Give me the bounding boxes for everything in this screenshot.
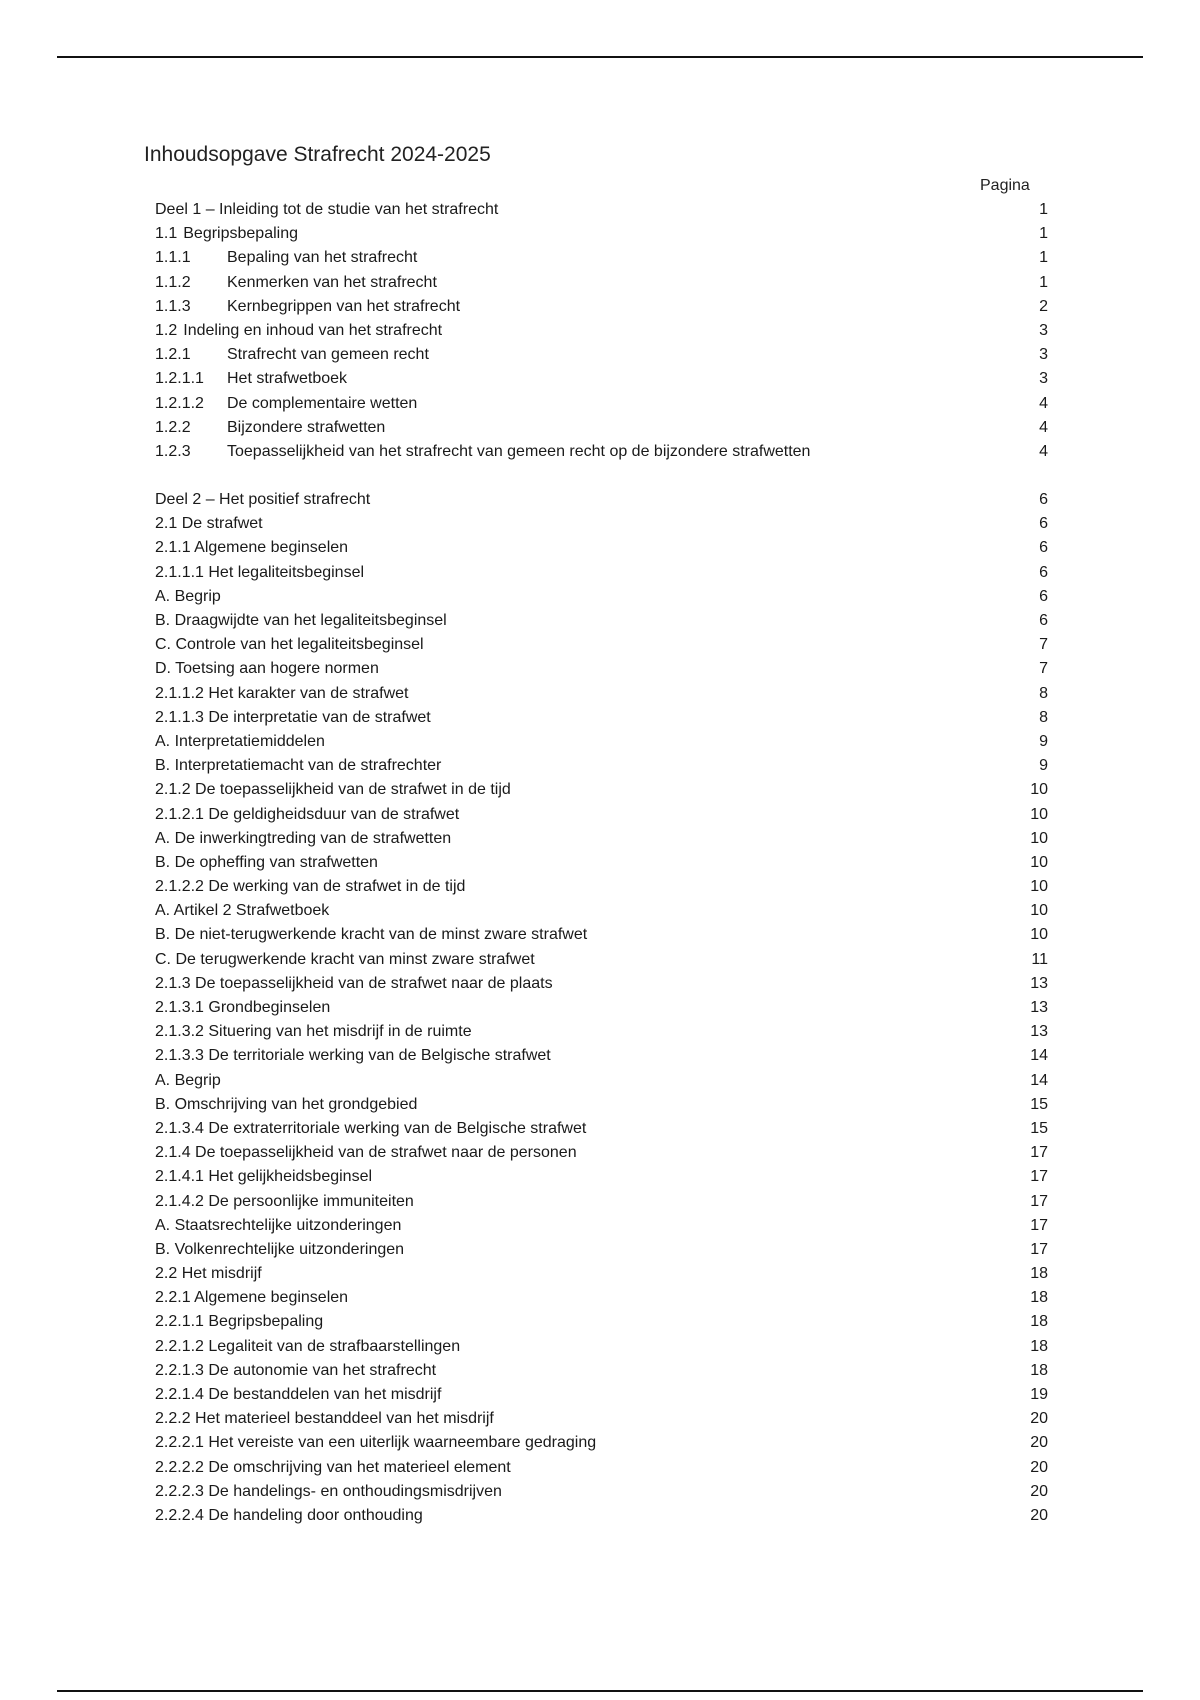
toc-entry-page: 18	[1030, 1313, 1048, 1331]
toc-entry-label: Kenmerken van het strafrecht	[227, 273, 437, 291]
toc-entry-label: 2.1.1.2 Het karakter van de strafwet	[155, 684, 409, 702]
toc-entry-label: B. Interpretatiemacht van de strafrechter	[155, 757, 442, 775]
toc-entry-label: C. Controle van het legaliteitsbeginsel	[155, 636, 424, 654]
toc-entry-label: Kernbegrippen van het strafrecht	[227, 297, 461, 315]
toc-entry	[155, 246, 1048, 270]
toc-entry-page: 10	[1030, 926, 1048, 944]
toc-entry	[155, 972, 1048, 996]
toc-entry-label: Begripsbepaling	[183, 225, 298, 243]
toc-entry-page: 15	[1030, 1119, 1048, 1137]
toc-entry	[155, 778, 1048, 802]
toc-entry-page: 3	[1039, 370, 1048, 388]
toc-entry	[155, 392, 1048, 416]
toc-entry-label: 2.1.1.1 Het legaliteitsbeginsel	[155, 563, 365, 581]
document-title: Inhoudsopgave Strafrecht 2024-2025	[144, 143, 491, 166]
toc-entry-page: 3	[1039, 321, 1048, 339]
toc-entry	[155, 706, 1048, 730]
toc-entry	[155, 1456, 1048, 1480]
toc-entry-label: Het strafwetboek	[227, 370, 348, 388]
toc-entry-label: 2.1.1 Algemene beginselen	[155, 539, 349, 557]
toc-entry-page: 14	[1030, 1047, 1048, 1065]
toc-entry-page: 10	[1030, 805, 1048, 823]
toc-entry	[155, 319, 1048, 343]
toc-entry-page: 18	[1030, 1337, 1048, 1355]
toc-entry-page: 10	[1030, 902, 1048, 920]
toc-entry-number: 1.2	[155, 321, 178, 339]
toc-entry	[155, 585, 1048, 609]
toc-entry-page: 3	[1039, 346, 1048, 364]
toc-entry-label: B. De niet-terugwerkende kracht van de minst zware strafwet	[155, 926, 588, 944]
toc-entry	[155, 222, 1048, 246]
toc-entry-page: 10	[1030, 829, 1048, 847]
toc-entry	[155, 803, 1048, 827]
toc-entry-page: 17	[1030, 1144, 1048, 1162]
toc-entry-page: 17	[1030, 1240, 1048, 1258]
toc-entry-page: 4	[1039, 442, 1048, 460]
toc-entry	[155, 416, 1048, 440]
toc-entry-label: 2.1.3.2 Situering van het misdrijf in de ruimte	[155, 1023, 472, 1041]
toc-entry-page: 18	[1030, 1265, 1048, 1283]
toc-entry	[155, 682, 1048, 706]
toc-entry	[155, 1359, 1048, 1383]
toc-entry-page: 13	[1030, 999, 1048, 1016]
toc-entry-label: 2.1.3.3 De territoriale werking van de Belgische strafwet	[155, 1047, 551, 1065]
toc-entry	[155, 1310, 1048, 1334]
toc-entry	[155, 657, 1048, 681]
toc-entry	[155, 923, 1048, 947]
toc-entry	[155, 561, 1048, 585]
toc-entry	[155, 1431, 1048, 1455]
toc-entry-page: 7	[1039, 636, 1048, 654]
toc-entry-label: B. De opheffing van strafwetten	[155, 853, 378, 871]
toc-entry	[155, 1020, 1048, 1044]
toc-entry-page: 20	[1030, 1506, 1048, 1524]
toc-entry	[155, 1190, 1048, 1214]
toc-entry-page: 1	[1039, 225, 1048, 243]
toc-entry	[155, 948, 1048, 972]
toc-entry-label: Strafrecht van gemeen recht	[227, 346, 429, 364]
toc-entry-label: A. De inwerkingtreding van de strafwetten	[155, 829, 452, 847]
toc-entry-page: 14	[1030, 1071, 1048, 1089]
toc-entry-page: 17	[1030, 1216, 1048, 1234]
toc-entry	[155, 851, 1048, 875]
toc-entry-page: 20	[1030, 1482, 1048, 1500]
toc-entry	[155, 1480, 1048, 1504]
toc-entry-label: 2.1.4.2 De persoonlijke immuniteiten	[155, 1192, 414, 1210]
toc-entry-page: 6	[1039, 612, 1048, 629]
toc-entry-label: 2.1.2.1 De geldigheidsduur van de strafwet	[155, 805, 460, 823]
toc-entry	[155, 1238, 1048, 1262]
toc-entry-page: 17	[1030, 1168, 1048, 1186]
toc-entry-label: A. Staatsrechtelijke uitzonderingen	[155, 1216, 402, 1234]
toc-entry-page: 1	[1039, 249, 1048, 267]
toc-entry-number: 1.2.1	[155, 346, 191, 364]
toc-entry	[155, 730, 1048, 754]
toc-entry-label: 2.2.2.4 De handeling door onthouding	[155, 1506, 423, 1524]
toc-entry	[155, 1504, 1048, 1528]
toc-entry-page: 4	[1039, 418, 1048, 436]
toc-entry-label: 2.2.1 Algemene beginselen	[155, 1289, 349, 1307]
toc-entry-page: 13	[1030, 974, 1048, 992]
toc-entry-page: 6	[1039, 563, 1048, 581]
toc-entry	[155, 440, 1048, 464]
toc-entry-number: 1.2.3	[155, 442, 191, 460]
toc-entry-page: 8	[1039, 684, 1048, 702]
toc-entry-label: 2.2.2.1 Het vereiste van een uiterlijk waarneembare gedraging	[155, 1434, 597, 1452]
toc-entry-page: 13	[1030, 1023, 1048, 1041]
toc-entry-label: 2.1.1.3 De interpretatie van de strafwet	[155, 708, 431, 726]
toc-entry-label: 2.2.1.1 Begripsbepaling	[155, 1313, 324, 1331]
table-of-contents	[155, 198, 1048, 1528]
toc-entry	[155, 996, 1048, 1020]
toc-entry	[155, 899, 1048, 923]
toc-entry-label: Deel 1 – Inleiding tot de studie van het strafrecht	[155, 201, 499, 218]
toc-entry	[155, 343, 1048, 367]
toc-entry-label: 2.2.1.3 De autonomie van het strafrecht	[155, 1361, 437, 1379]
toc-entry-label: 2.1.2.2 De werking van de strafwet in de tijd	[155, 878, 466, 896]
toc-entry-label: 2.1.4 De toepasselijkheid van de strafwet naar de personen	[155, 1144, 577, 1162]
toc-entry-page: 10	[1030, 781, 1048, 799]
toc-entry-page: 4	[1039, 394, 1048, 412]
toc-entry	[155, 754, 1048, 778]
toc-entry-page: 1	[1039, 201, 1048, 218]
top-rule	[57, 56, 1143, 58]
toc-entry-page: 20	[1030, 1410, 1048, 1428]
toc-entry-label: A. Artikel 2 Strafwetboek	[155, 902, 330, 920]
toc-entry-page: 10	[1030, 853, 1048, 871]
toc-entry-label: 2.2 Het misdrijf	[155, 1265, 262, 1283]
toc-entry-label: D. Toetsing aan hogere normen	[155, 660, 379, 678]
toc-entry-page: 18	[1030, 1289, 1048, 1307]
toc-entry-number: 1.1.1	[155, 249, 191, 267]
toc-entry-page: 11	[1031, 950, 1048, 968]
toc-entry-number: 1.1.2	[155, 273, 191, 291]
toc-entry-label: A. Begrip	[155, 587, 221, 605]
toc-entry-label: 2.1.3.4 De extraterritoriale werking van de Belgische strafwet	[155, 1119, 587, 1137]
toc-entry-label: Deel 2 – Het positief strafrecht	[155, 491, 371, 509]
toc-entry-label: Bijzondere strafwetten	[227, 418, 386, 436]
toc-entry	[155, 488, 1048, 512]
toc-entry	[155, 1262, 1048, 1286]
toc-entry-page: 9	[1039, 732, 1048, 750]
toc-entry	[155, 609, 1048, 633]
toc-entry	[155, 1407, 1048, 1431]
toc-entry-label: De complementaire wetten	[227, 394, 418, 412]
toc-entry-page: 6	[1039, 587, 1048, 605]
page-column-header: Pagina	[980, 177, 1030, 194]
toc-entry-page: 2	[1039, 297, 1048, 315]
toc-entry-page: 18	[1030, 1361, 1048, 1379]
toc-entry	[155, 1286, 1048, 1310]
toc-entry	[155, 1165, 1048, 1189]
toc-entry-page: 20	[1030, 1434, 1048, 1452]
toc-entry-number: 1.2.1.1	[155, 370, 204, 388]
toc-entry-page: 15	[1030, 1095, 1048, 1113]
toc-entry-label: Bepaling van het strafrecht	[227, 249, 418, 267]
toc-entry-label: B. Omschrijving van het grondgebied	[155, 1095, 418, 1113]
toc-entry-label: 2.1.2 De toepasselijkheid van de strafwet in de tijd	[155, 781, 511, 799]
toc-entry-number: 1.1	[155, 225, 178, 243]
toc-entry-page: 9	[1039, 757, 1048, 775]
toc-entry	[155, 1093, 1048, 1117]
toc-entry	[155, 827, 1048, 851]
toc-entry-label: 2.1 De strafwet	[155, 515, 263, 533]
toc-entry-label: B. Volkenrechtelijke uitzonderingen	[155, 1240, 405, 1258]
toc-entry	[155, 367, 1048, 391]
toc-entry-label: 2.1.4.1 Het gelijkheidsbeginsel	[155, 1168, 373, 1186]
toc-entry-page: 6	[1039, 491, 1048, 509]
toc-entry-page: 10	[1030, 878, 1048, 896]
bottom-rule	[57, 1690, 1143, 1692]
toc-entry	[155, 1069, 1048, 1093]
toc-entry-label: C. De terugwerkende kracht van minst zware strafwet	[155, 950, 535, 968]
toc-entry-number: 1.2.2	[155, 418, 191, 436]
toc-entry-label: 2.2.2.2 De omschrijving van het materieel element	[155, 1458, 511, 1476]
toc-entry-label: 2.1.3.1 Grondbeginselen	[155, 999, 331, 1016]
toc-entry-number: 1.2.1.2	[155, 394, 204, 412]
toc-entry	[155, 536, 1048, 560]
toc-entry-page: 17	[1030, 1192, 1048, 1210]
toc-entry-label: Toepasselijkheid van het strafrecht van gemeen recht op de bijzondere strafwetten	[227, 442, 811, 460]
toc-entry	[155, 875, 1048, 899]
toc-entry-page: 19	[1030, 1386, 1048, 1403]
toc-entry-page: 8	[1039, 708, 1048, 726]
toc-entry-label: 2.2.1.2 Legaliteit van de strafbaarstellingen	[155, 1337, 461, 1355]
toc-entry-label: A. Begrip	[155, 1071, 221, 1089]
toc-entry-page: 20	[1030, 1458, 1048, 1476]
toc-entry	[155, 633, 1048, 657]
toc-entry-page: 1	[1039, 273, 1048, 291]
toc-entry-label: B. Draagwijdte van het legaliteitsbeginsel	[155, 612, 447, 629]
toc-entry	[155, 198, 1048, 222]
toc-entry	[155, 512, 1048, 536]
toc-entry	[155, 1335, 1048, 1359]
toc-entry-label: A. Interpretatiemiddelen	[155, 732, 325, 750]
toc-entry-number: 1.1.3	[155, 297, 191, 315]
toc-entry	[155, 1044, 1048, 1068]
toc-entry-label: 2.1.3 De toepasselijkheid van de strafwet naar de plaats	[155, 974, 553, 992]
toc-entry-label: 2.2.2 Het materieel bestanddeel van het misdrijf	[155, 1410, 494, 1428]
toc-entry-label: Indeling en inhoud van het strafrecht	[183, 321, 443, 339]
toc-entry-page: 6	[1039, 515, 1048, 533]
toc-entry-page: 6	[1039, 539, 1048, 557]
toc-entry	[155, 1141, 1048, 1165]
toc-entry-label: 2.2.1.4 De bestanddelen van het misdrijf	[155, 1386, 442, 1403]
toc-entry-page: 7	[1039, 660, 1048, 678]
toc-entry	[155, 1383, 1048, 1407]
toc-entry	[155, 1117, 1048, 1141]
toc-entry-label: 2.2.2.3 De handelings- en onthoudingsmisdrijven	[155, 1482, 502, 1500]
toc-entry	[155, 1214, 1048, 1238]
toc-entry	[155, 295, 1048, 319]
toc-entry	[155, 271, 1048, 295]
